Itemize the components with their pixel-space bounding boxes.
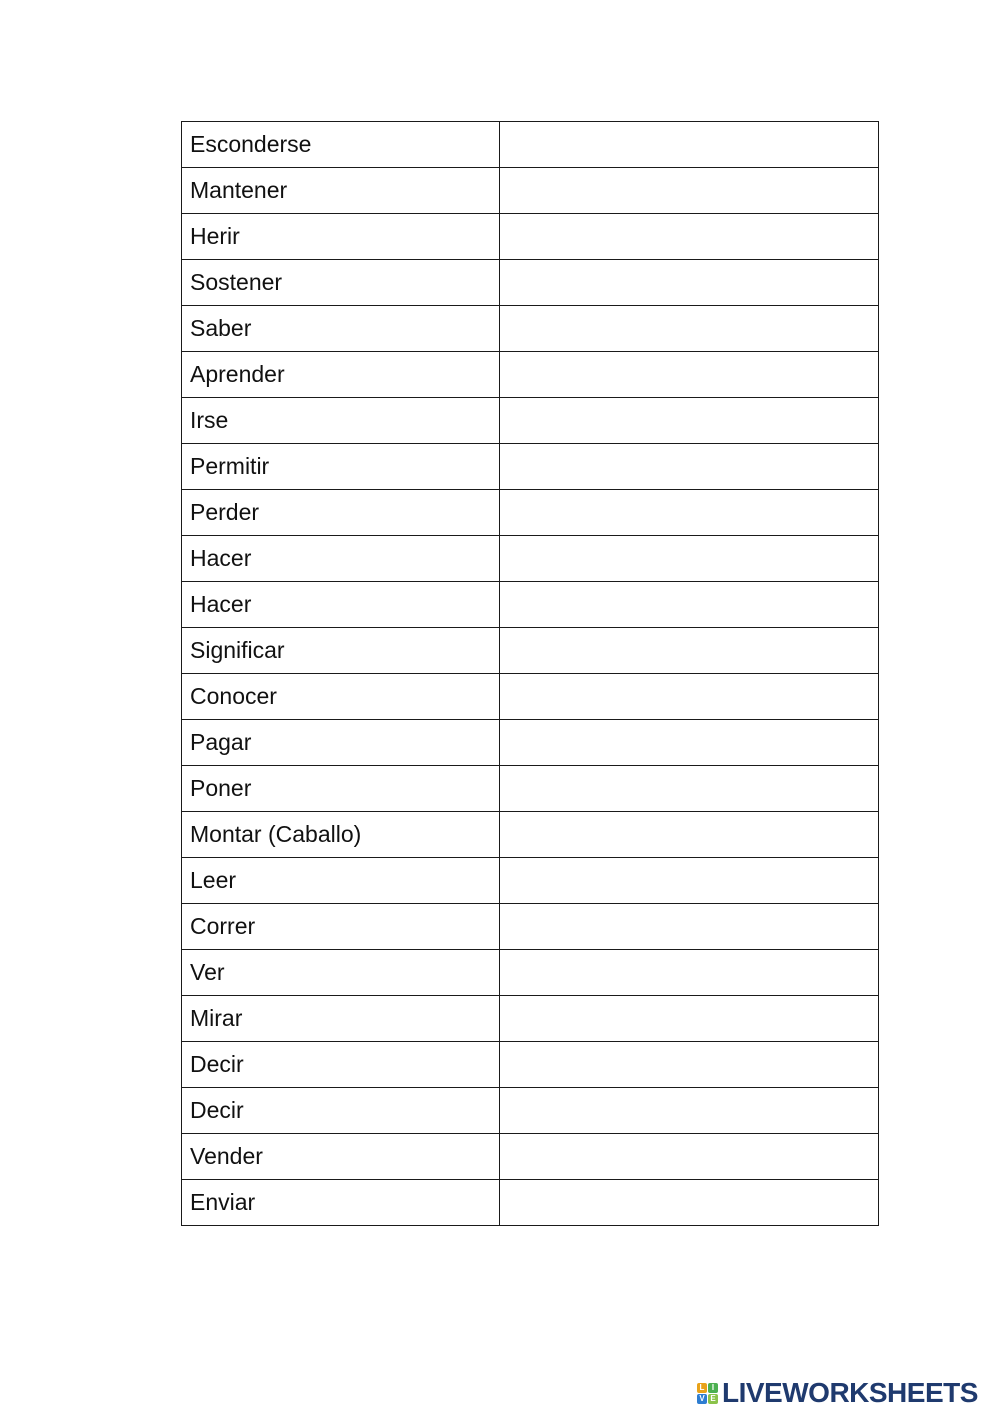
table-row — [182, 444, 879, 490]
answer-cell — [500, 812, 879, 858]
verb-cell: Mirar — [182, 996, 500, 1042]
answer-input[interactable] — [500, 491, 878, 535]
table-row — [182, 996, 879, 1042]
table-row — [182, 1088, 879, 1134]
verb-cell: Herir — [182, 214, 500, 260]
table-row — [182, 858, 879, 904]
answer-input[interactable] — [500, 997, 878, 1041]
answer-cell — [500, 996, 879, 1042]
table-row — [182, 628, 879, 674]
table-row — [182, 674, 879, 720]
verb-cell: Vender — [182, 1134, 500, 1180]
verb-cell: Ver — [182, 950, 500, 996]
table-row — [182, 490, 879, 536]
verb-cell: Esconderse — [182, 122, 500, 168]
answer-cell — [500, 1180, 879, 1226]
table-row — [182, 260, 879, 306]
answer-input[interactable] — [500, 675, 878, 719]
verb-cell: Montar (Caballo) — [182, 812, 500, 858]
answer-cell — [500, 1088, 879, 1134]
table-row — [182, 536, 879, 582]
table-row — [182, 766, 879, 812]
answer-cell — [500, 398, 879, 444]
verb-cell: Leer — [182, 858, 500, 904]
liveworksheets-live-icon — [697, 1383, 718, 1404]
verb-cell: Saber — [182, 306, 500, 352]
answer-cell — [500, 858, 879, 904]
table-row — [182, 720, 879, 766]
verb-cell: Mantener — [182, 168, 500, 214]
answer-input[interactable] — [500, 537, 878, 581]
verb-cell: Enviar — [182, 1180, 500, 1226]
answer-input[interactable] — [500, 721, 878, 765]
verb-cell: Aprender — [182, 352, 500, 398]
table-row — [182, 352, 879, 398]
answer-input[interactable] — [500, 951, 878, 995]
verb-cell: Significar — [182, 628, 500, 674]
table-row — [182, 1180, 879, 1226]
answer-input[interactable] — [500, 1043, 878, 1087]
logo-tile-i: I — [708, 1383, 718, 1393]
answer-cell — [500, 904, 879, 950]
verb-cell: Decir — [182, 1042, 500, 1088]
table-row — [182, 398, 879, 444]
liveworksheets-logo — [697, 1376, 978, 1410]
answer-input[interactable] — [500, 905, 878, 949]
verb-cell: Poner — [182, 766, 500, 812]
answer-cell — [500, 122, 879, 168]
answer-input[interactable] — [500, 353, 878, 397]
answer-input[interactable] — [500, 307, 878, 351]
verb-cell: Irse — [182, 398, 500, 444]
answer-input[interactable] — [500, 629, 878, 673]
answer-cell — [500, 582, 879, 628]
table-row — [182, 1134, 879, 1180]
answer-cell — [500, 444, 879, 490]
logo-tile-v: V — [697, 1394, 707, 1404]
verb-cell: Decir — [182, 1088, 500, 1134]
answer-input[interactable] — [500, 1135, 878, 1179]
verb-cell: Sostener — [182, 260, 500, 306]
answer-cell — [500, 766, 879, 812]
answer-cell — [500, 306, 879, 352]
answer-input[interactable] — [500, 399, 878, 443]
answer-input[interactable] — [500, 123, 878, 167]
answer-cell — [500, 352, 879, 398]
table-row — [182, 306, 879, 352]
vocabulary-table — [181, 121, 879, 1226]
vocabulary-table-body — [182, 122, 879, 1226]
answer-cell — [500, 1134, 879, 1180]
answer-cell — [500, 214, 879, 260]
table-row — [182, 1042, 879, 1088]
answer-cell — [500, 536, 879, 582]
table-row — [182, 168, 879, 214]
answer-input[interactable] — [500, 445, 878, 489]
verb-cell: Hacer — [182, 536, 500, 582]
answer-cell — [500, 628, 879, 674]
table-row — [182, 122, 879, 168]
answer-cell — [500, 950, 879, 996]
answer-cell — [500, 1042, 879, 1088]
table-row — [182, 214, 879, 260]
answer-input[interactable] — [500, 1181, 878, 1225]
answer-input[interactable] — [500, 859, 878, 903]
answer-input[interactable] — [500, 813, 878, 857]
answer-cell — [500, 674, 879, 720]
answer-input[interactable] — [500, 169, 878, 213]
verb-cell: Permitir — [182, 444, 500, 490]
table-row — [182, 582, 879, 628]
verb-cell: Correr — [182, 904, 500, 950]
answer-input[interactable] — [500, 261, 878, 305]
answer-input[interactable] — [500, 767, 878, 811]
verb-cell: Perder — [182, 490, 500, 536]
logo-text: LIVEWORKSHEETS — [722, 1377, 978, 1408]
answer-cell — [500, 490, 879, 536]
answer-input[interactable] — [500, 215, 878, 259]
verb-cell: Pagar — [182, 720, 500, 766]
table-row — [182, 950, 879, 996]
verb-cell: Conocer — [182, 674, 500, 720]
answer-input[interactable] — [500, 1089, 878, 1133]
answer-cell — [500, 720, 879, 766]
answer-cell — [500, 168, 879, 214]
logo-tile-l: L — [697, 1383, 707, 1393]
verb-cell: Hacer — [182, 582, 500, 628]
table-row — [182, 812, 879, 858]
logo-tile-e: E — [708, 1394, 718, 1404]
answer-input[interactable] — [500, 583, 878, 627]
answer-cell — [500, 260, 879, 306]
table-row — [182, 904, 879, 950]
